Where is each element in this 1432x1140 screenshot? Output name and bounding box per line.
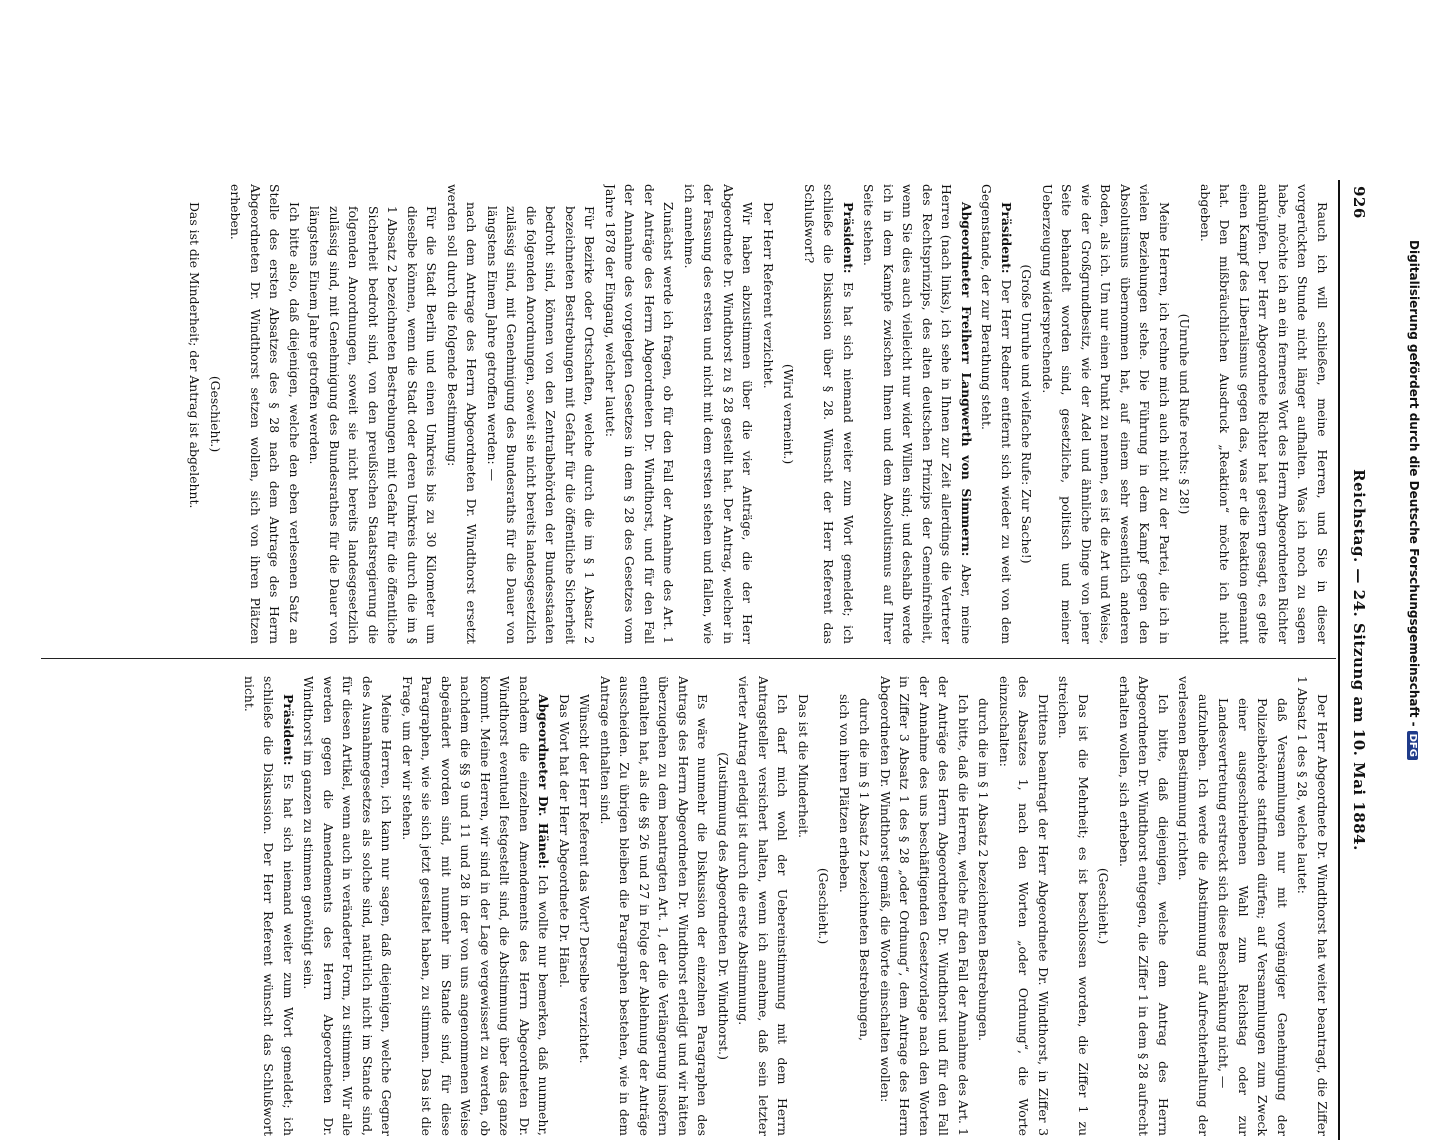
quoted-text — [305, 184, 442, 644]
paragraph-text: Ich darf mich wohl der Uebereinstimmung mit dem Herrn Antragsteller versichert halten, wenn ich annehme, daß sein letzter vierter Antrag erledigt ist durch die erste Abstimmung. — [736, 676, 791, 1136]
paragraph-text: Rauch ich will schließen, meine Herren, und Sie in dieser vorgerückten Stunde nicht länger aufhalten. Was ich noch zu sagen habe, möchte ich an ein ferneres Wort des Herrn Abgeordneten Richter anknüpfen. Der Herr Abgeordnete Richter hat gestern gesagt, es gelte einen Kampf des Liberalismus gegen das, was er die Reaktion genannt hat. Den mißbräuchlichen Ausdruck „Reaktion“ möchte ich nicht abgeben. — [1198, 184, 1330, 644]
column-divider — [41, 658, 1336, 659]
paragraph-text: (Große Unruhe und vielfache Rufe: Zur Sache!) — [1019, 264, 1035, 564]
stage-direction — [814, 676, 834, 1136]
paragraph-text: daß Versammlungen nur mit vorgängiger Genehmigung der Polizeibehörde stattfinden dürfen; auf Versammlungen zum Zweck einer ausgeschriebenen Wahl zum Reichstag oder zur Landesvertretung erstreckt sich diese Beschränkung nicht, — — [1216, 698, 1290, 1136]
paragraph-text: Das Wort hat der Herr Abgeordnete Dr. Hänel. — [557, 694, 572, 988]
paragraph — [1115, 676, 1174, 1136]
speaker-name: Präsident: — [841, 202, 856, 274]
paragraph-text: (Geschieht.) — [208, 375, 223, 453]
footer-credit-text: Digitalisierung gefördert durch die Deutsche Forschungsgemeinschaft - — [1406, 240, 1421, 727]
paragraph — [876, 676, 974, 1136]
speaker-name: Präsident: — [999, 202, 1014, 274]
quoted-text — [974, 676, 994, 1136]
paragraph-text: (Geschieht.) — [1096, 867, 1112, 945]
paragraph-text: Ich wollte nur bemerken, daß nunmehr, nachdem die einzelnen Amendements des Herrn Abgeordneten Dr. Windthorst eventuell festgestellt sind, die Abstimmung über das ganze kommt. Meine Herren, wir sind in der Lage vergewissert zu werden, ob nachdem die §§ 9 und 11 und 28 in der von uns angenommenen Weise abgeändert worden sind, mit nunmehr im Stande sind, für diese Paragraphen, wie sie sich jetzt gestaltet haben, zu stimmen. Das ist die Frage, um der wir stehen. — [400, 676, 552, 1136]
paragraph — [759, 184, 779, 644]
left-column — [42, 184, 1332, 644]
paragraph — [977, 184, 1016, 644]
paragraph-text: Wir haben abzustimmen über die vier Anträge, die der Herr Abgeordnete Dr. Windthorst zu § 28 gestellt hat. Der Antrag, welcher in der Fassung des ersten und nicht mit dem ersten stehen und fallen, wie ich annehme. — [682, 184, 756, 644]
paragraph-text: durch die im § 1 Absatz 2 bezeichneten Bestrebungen. — [976, 698, 992, 1042]
paragraph-text: Ich bitte, daß diejenigen, welche dem Antrag des Herrn Abgeordneten Dr. Windthorst entgegen, die Ziffer 1 in dem § 28 aufrecht erhalten wollen, sich erheben. — [1117, 676, 1171, 1136]
paragraph — [835, 676, 855, 1136]
paragraph-text: Zunächst werde ich fragen, ob für den Fall der Annahme des Art. 1 der Anträge des Herrn Abgeordneten Dr. Windthorst, und für den Fall der Annahme des vorgelegten Gesetzes in dem § 28 des Gesetzes vom Jahre 1878 der Eingang, welcher lautet: — [603, 184, 677, 644]
paragraph — [185, 184, 205, 644]
paragraph-text: sich von ihren Plätzen erheben. — [837, 694, 852, 893]
rotated-page-content — [36, 180, 1376, 1140]
footer-strip — [1395, 0, 1432, 1000]
paragraph-text: nach dem Antrage des Herrn Abgeordneten Dr. Windthorst ersetzt werden soll durch die folgende Bestimmung: — [445, 184, 480, 644]
page-header — [1338, 180, 1376, 1140]
paragraph-text: Das ist die Mehrheit; es ist beschlossen worden, die Ziffer 1 zu streichen. — [1056, 676, 1091, 1136]
dfg-logo: DFG — [1407, 731, 1418, 760]
paragraph — [680, 184, 758, 644]
stage-direction — [714, 676, 734, 1136]
stage-direction — [1094, 676, 1114, 1136]
paragraph-text: Wünscht der Herr Referent das Wort? Derselbe verzichtet. — [577, 694, 593, 1064]
paragraph — [1054, 676, 1093, 1136]
paragraph-text: Der Herr Referent verzichtet. — [761, 202, 776, 389]
paragraph-text: Drittens beantragt der Herr Abgeordnete Dr. Windthorst, in Ziffer 3 des Absatzes 1, nach den Worten „oder Ordnung“, die Worte einzuschalten: — [997, 676, 1051, 1136]
page-title: Reichstag. — 24. Sitzung am 10. Mai 1884. — [1350, 469, 1368, 851]
paragraph-text: Für Bezirke oder Ortschaften, welche durch die im § 1 Absatz 2 bezeichneten Bestrebungen mit Gefahr für die öffentliche Sicherheit bedroht sind, können von den Zentralbehörden der Bundesstaaten die folgenden Anordnungen, soweit sie nicht bereits landesgesetzlich zulässig sind, mit Genehmigung des Bundesraths für die Dauer von längstens Einem Jahre getroffen werden: — — [485, 206, 598, 644]
paragraph — [443, 184, 482, 644]
stage-direction — [206, 184, 226, 644]
paragraph — [1293, 676, 1332, 1136]
paragraph — [1038, 184, 1175, 644]
paragraph — [800, 184, 859, 644]
stage-direction — [779, 184, 799, 644]
paragraph-text: (Wird verneint.) — [781, 363, 797, 465]
paragraph — [555, 676, 575, 1136]
paragraph-text: Das ist die Minderheit; der Antrag ist abgelehnt. — [187, 202, 203, 509]
footer-credit — [1407, 240, 1421, 760]
paragraph-text: Aber, meine Herren (nach links), ich sehe in Ihnen zur Zeit allerdings die Vertreter des Rechtsprinzips, des alten deutschen Prinzips der Gemeinfreiheit, wenn Sie dies auch vielleicht nur wider Willen sind; und deshalb werde ich in dem Kampfe zwischen Ihnen und dem Absolutismus auf Ihrer Seite stehen. — [861, 184, 974, 644]
paragraph-text: Es hat sich niemand weiter zum Wort gemeldet; ich schließe die Diskussion über § 28. Wünscht der Herr Referent das Schlußwort? — [802, 184, 856, 644]
paragraph-text: durch die im § 1 Absatz 2 bezeichneten Bestrebungen, — [857, 698, 873, 1042]
paragraph-text: Das ist die Minderheit. — [796, 694, 811, 839]
paragraph — [575, 676, 595, 1136]
paragraph — [299, 676, 397, 1136]
paragraph-text: Der Herr Abgeordnete Dr. Windthorst hat weiter beantragt, die Ziffer 1 Absatz 1 des § 28, welche lautet: — [1295, 676, 1330, 1136]
speaker-name: Präsident: — [281, 694, 296, 766]
quoted-text — [1214, 676, 1292, 1136]
paragraph — [601, 184, 679, 644]
stage-direction — [1175, 184, 1195, 644]
paragraph — [226, 184, 304, 644]
paragraph — [240, 676, 299, 1136]
paragraph — [995, 676, 1054, 1136]
paragraph-text: Es hat sich niemand weiter zum Wort gemeldet; ich schließe die Diskussion. Der Herr Referent wünscht das Schlußwort nicht. — [242, 676, 296, 1136]
stage-direction — [1017, 184, 1037, 644]
paragraph-text: Für die Stadt Berlin und einen Umkreis bis zu 30 Kilometer um dieselbe können, wenn die Stadt oder deren Umkreis durch die im § 1 Absatz 2 bezeichneten Bestrebungen mit Gefahr für die öffentliche Sicherheit bedroht sind, von den preußischen Staatsregierung die folgenden Anordnungen, soweit sie nicht bereits landesgesetzlich zulässig sind, mit Genehmigung des Bundesrathes für die Dauer von längstens Einem Jahre getroffen werden. — [307, 206, 440, 644]
quoted-text — [483, 184, 600, 644]
paragraph-text: Meine Herren, ich kann nur sagen, daß diejenigen, welche Gegner des Ausnahmegesetzes als solche sind, natürlich nicht im Stande sind, für diesen Artikel, wenn auch in veränderter Form, zu stimmen. Wir alle werden gegen die Amendements des Herrn Abgeordneten Dr. Windthorst im ganzen zu stimmen genöthigt sein. — [301, 676, 395, 1136]
speaker-name: Abgeordneter Dr. Hänel: — [536, 694, 552, 869]
paragraph-text: (Zustimmung des Abgeordneten Dr. Windthorst.) — [716, 752, 731, 1060]
paragraph-text: aufzuheben. Ich werde die Abstimmung auf Aufrechterhaltung der verlesenen Bestimmung richten. — [1176, 676, 1211, 1136]
paragraph-text: Ich bitte also, daß diejenigen, welche den eben verlesenen Satz an Stelle des ersten Absatzes des § 28 nach dem Antrage des Herrn Abgeordneten Dr. Windthorst setzen wollen, sich von ihren Plätzen erheben. — [228, 184, 302, 644]
paragraph — [859, 184, 976, 644]
quoted-text — [855, 676, 875, 1136]
paragraph — [596, 676, 713, 1136]
paragraph-text: Der Herr Redner entfernt sich wieder zu weit von dem Gegenstande, der zur Berathung steht. — [979, 184, 1014, 644]
paragraph-text: Ich bitte, daß die Herren, welche für den Fall der Annahme des Art. 1 der Anträge des Herrn Abgeordneten Dr. Windthorst und für den Fall der Annahme des uns beschäftigenden Gesetzvorlage nach den Worten in Ziffer 3 Absatz 1 des § 28 „oder Ordnung“, dem Antrage des Herrn Abgeordneten Dr. Windthorst gemäß, die Worte einschalten wollen: — [878, 676, 971, 1136]
paragraph-text: Es wäre nunmehr die Diskussion der einzelnen Paragraphen des Antrags des Herrn Abgeordneten Dr. Windthorst erledigt und wir hätten überzugehen zu dem beantragten Art. 1, der die Verlängerung insofern enthalten hat, als die §§ 26 und 27 in Folge der Ablehnung der Anträge ausscheiden. Zu übrigen bleiben die Paragraphen bestehen, wie in dem Antrage enthalten sind. — [598, 676, 711, 1136]
paragraph — [1196, 184, 1333, 644]
paragraph-text: (Unruhe und Rufe rechts: § 28!) — [1177, 313, 1193, 515]
paragraph — [734, 676, 793, 1136]
paragraph-text: (Geschieht.) — [816, 867, 832, 945]
page-number: 926 — [1350, 186, 1368, 219]
paragraph — [1174, 676, 1213, 1136]
paragraph — [398, 676, 554, 1136]
paragraph — [794, 676, 814, 1136]
speaker-name: Abgeordneter Freiherr Langwerth von Simmern: — [959, 202, 974, 557]
right-column — [42, 676, 1332, 1136]
paragraph-text: Meine Herren, ich rechne mich auch nicht zu der Partei, die ich in vielen Beziehungen stehe. Die Führung in dem Kampf gegen den Absolutismus übernommen hat, auf einem sehr wesentlich anderen Boden, als ich. Um nur einen Punkt zu nennen, es ist die Art und Weise, wie der Großgrundbesitz, wie der Adel und ähnliche Dinge von jener Seite behandelt worden sind, gesetzliche, politisch und meiner Ueberzeugung widersprechende. — [1040, 184, 1172, 644]
